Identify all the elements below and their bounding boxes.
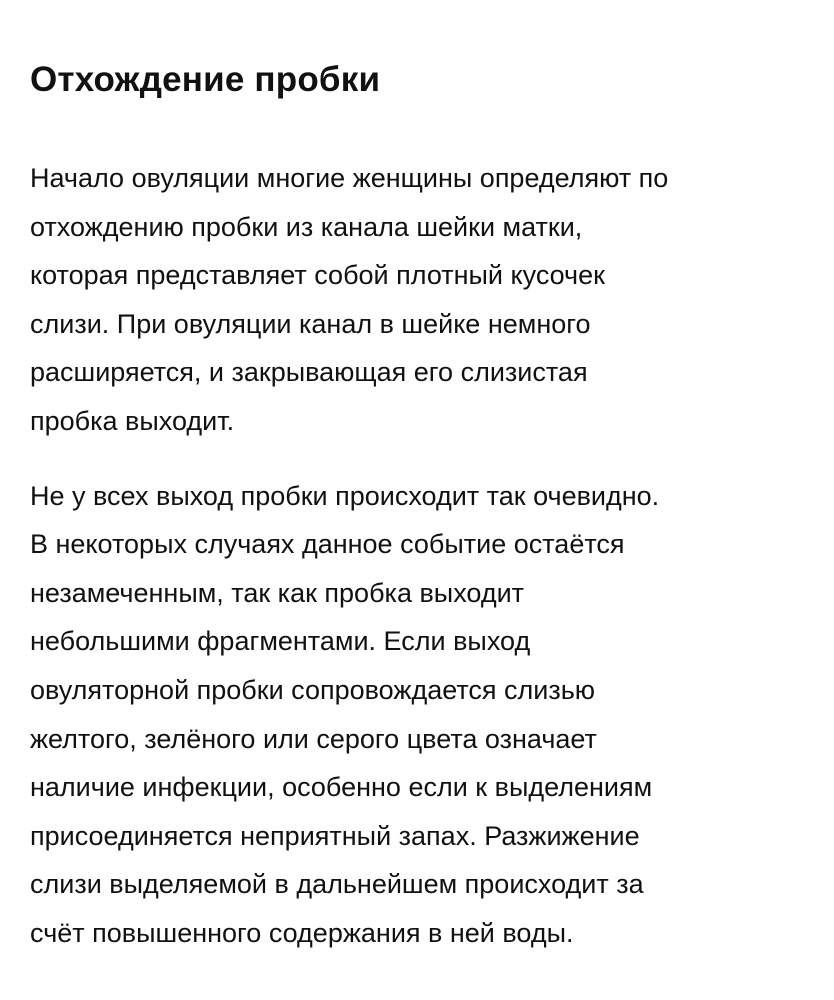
paragraph-2 (30, 472, 820, 958)
paragraph-line: которая представляет собой плотный кусочек (30, 260, 605, 291)
paragraph-line: небольшими фрагментами. Если выход (30, 626, 531, 657)
article-title: Отхождение пробки (30, 60, 381, 99)
paragraph-line: овуляторной пробки сопровождается слизью (30, 674, 596, 705)
paragraph-line: наличие инфекции, особенно если к выделениям (30, 772, 653, 803)
paragraph-line: слизи. При овуляции канал в шейке немного (30, 308, 591, 339)
paragraph-line: В некоторых случаях данное событие остаётся (30, 529, 625, 560)
article (30, 52, 820, 958)
paragraph-line: пробка выходит. (30, 405, 235, 436)
paragraph-1 (30, 154, 820, 446)
paragraph-line: отхождению пробки из канала шейки матки, (30, 211, 583, 242)
paragraph-line: Не у всех выход пробки происходит так очевидно. (30, 480, 660, 511)
paragraph-line: Начало овуляции многие женщины определяют по (30, 163, 669, 193)
paragraph-line: присоединяется неприятный запах. Разжижение (30, 820, 640, 851)
paragraph-line: расширяется, и закрывающая его слизистая (30, 357, 588, 388)
paragraph-line: желтого, зелёного или серого цвета означает (30, 723, 597, 754)
paragraph-line: незамеченным, так как пробка выходит (30, 577, 525, 608)
paragraph-line: слизи выделяемой в дальнейшем происходит за (30, 869, 644, 900)
paragraph-line: счёт повышенного содержания в ней воды. (30, 917, 574, 948)
